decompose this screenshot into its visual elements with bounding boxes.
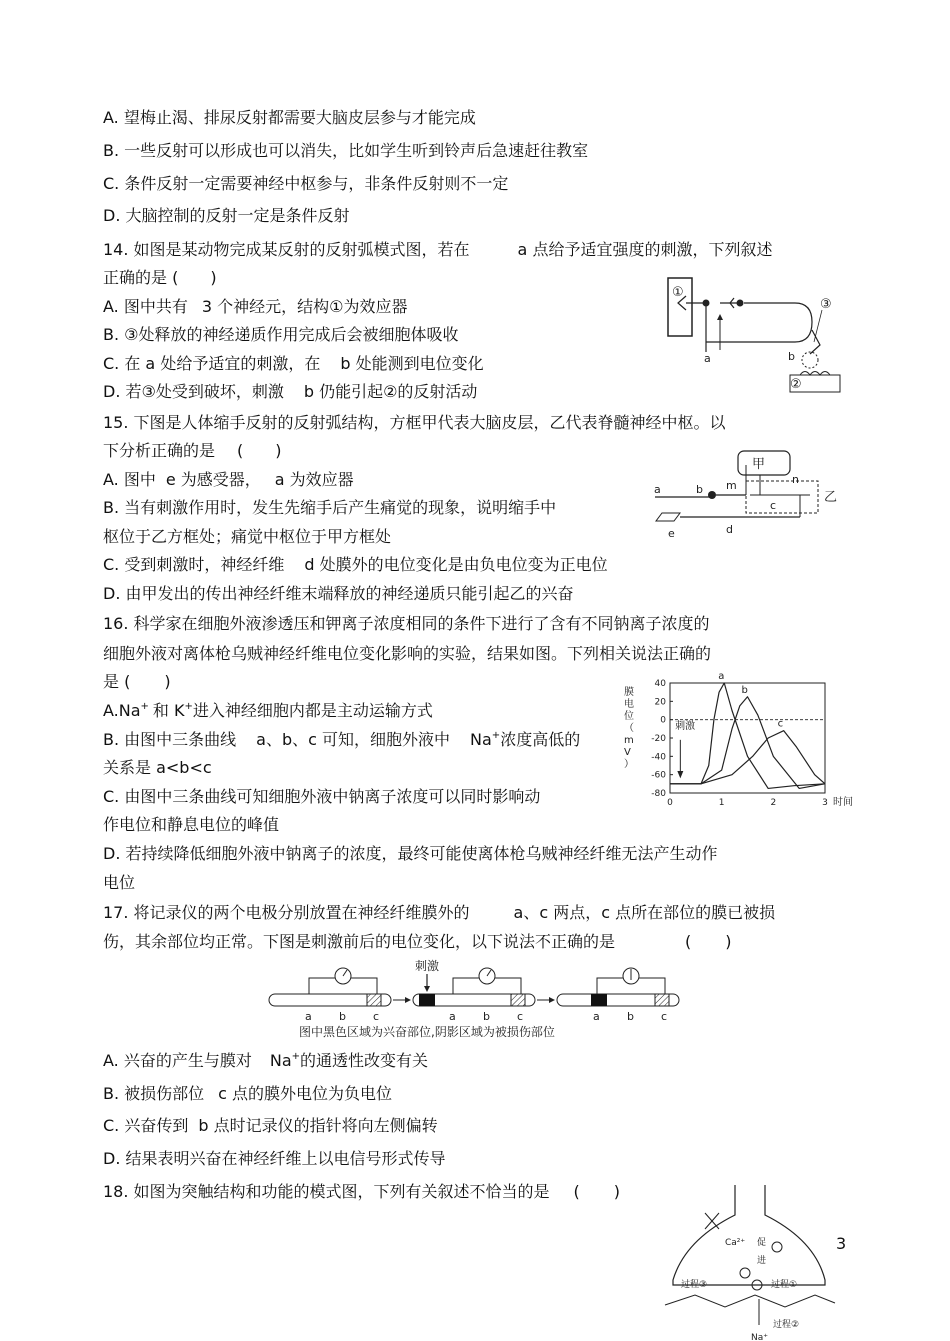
q17-option-part: Na	[269, 1051, 292, 1070]
fig-label-a: a	[449, 1010, 456, 1023]
q14-stem	[103, 240, 772, 260]
q16-option-d: D. 若持续降低细胞外液中钠离子的浓度，最终可能使离体枪乌贼神经纤维无法产生动作	[103, 844, 718, 863]
stimulus-arrowhead	[717, 314, 723, 320]
label-a: a	[704, 352, 711, 365]
arrowhead-2	[549, 997, 555, 1003]
label-d: d	[726, 523, 733, 536]
q15-option-part: d 处膜外的电位变化是由负电位变为正电位	[304, 555, 608, 574]
fig-label-b: b	[483, 1010, 490, 1023]
q18-synapse-figure	[665, 1185, 835, 1341]
q15-option-b-cont: 枢位于乙方框处；痛觉中枢位于甲方框处	[103, 527, 392, 546]
q16-option-part: 浓度高低的	[500, 730, 581, 749]
chart-ylabel	[624, 685, 634, 770]
q13-option-b: B. 一些反射可以形成也可以消失，比如学生听到铃声后急速赶往教室	[103, 141, 589, 160]
ylabel-char: （	[624, 723, 634, 734]
fig-label-b: b	[627, 1010, 634, 1023]
damaged-region	[367, 994, 381, 1006]
y-tick-label: -40	[651, 752, 666, 763]
x-tick-label: 0	[667, 798, 673, 808]
label-ca: Ca²⁺	[725, 1238, 746, 1248]
label-3: ③	[820, 297, 832, 312]
q15-option-part: a 为效应器	[274, 470, 354, 489]
q18-stem-part: (	[573, 1182, 580, 1201]
q18-stem-part: 18. 如图为突触结构和功能的模式图，下列有关叙述不恰当的是	[103, 1182, 550, 1201]
q15-option-part: A. 图中	[103, 470, 156, 489]
q16-option-c-cont: 作电位和静息电位的峰值	[103, 815, 280, 834]
arrowhead-1	[405, 997, 411, 1003]
q15-option-a	[103, 470, 354, 490]
label-process-2: 过程②	[773, 1320, 800, 1330]
q15-stem-part: (	[237, 441, 244, 460]
q16-stem-line3	[103, 672, 171, 692]
q14-stem-part: a 点给予适宜强度的刺激，下列叙述	[517, 240, 773, 259]
q14-option-part: C. 在 a 处给予适宜的刺激，在	[103, 354, 321, 373]
q14-option-part: A. 图中共有	[103, 297, 188, 316]
label-na: Na⁺	[751, 1333, 768, 1341]
q16-option-b	[103, 730, 580, 750]
y-tick-label: -20	[651, 734, 666, 744]
q14-option-part: b 仍能引起②的反射活动	[303, 382, 478, 401]
y-tick-label: -80	[651, 789, 666, 799]
membrane-potential-chart	[618, 671, 853, 815]
q16-stem-line2: 细胞外液对离体枪乌贼神经纤维电位变化影响的实验，结果如图。下列相关说法正确的	[103, 644, 712, 663]
q16-stem-part: )	[164, 672, 171, 691]
q13-option-c: C. 条件反射一定需要神经中枢参与，非条件反射则不一定	[103, 174, 509, 193]
q16-option-part: A.Na	[103, 701, 141, 720]
q17-option-part: B. 被损伤部位	[103, 1084, 205, 1103]
ylabel-char: ）	[624, 759, 634, 770]
receptor-shape	[656, 513, 680, 521]
stimulus-arrowhead	[424, 986, 430, 992]
q14-reflex-arc-figure	[660, 270, 850, 400]
fig-label-b: b	[339, 1010, 346, 1023]
ylabel-char: 位	[624, 711, 634, 722]
series-label-c: c	[777, 718, 784, 730]
q16-option-a	[103, 701, 433, 721]
label-jin: 进	[757, 1256, 767, 1266]
vesicle	[740, 1268, 750, 1278]
q14-stem-line2	[103, 268, 217, 288]
q16-option-part: Na	[470, 730, 492, 749]
ylabel-char: m	[624, 735, 634, 746]
series-label-b: b	[741, 684, 748, 696]
q16-option-c: C. 由图中三条曲线可知细胞外液中钠离子浓度可以同时影响动	[103, 787, 541, 806]
receptor-circle	[802, 352, 818, 368]
x-tick-label: 1	[718, 798, 725, 808]
q17-option-b	[103, 1084, 392, 1104]
ylabel-char: 膜	[624, 687, 634, 698]
neuron-body	[708, 491, 716, 499]
excited-region	[419, 994, 435, 1006]
label-2: ②	[790, 377, 802, 392]
stimulus-annotation: 刺激	[675, 720, 696, 732]
q17-option-a	[103, 1051, 428, 1071]
receptor-wave	[800, 372, 830, 376]
postsynaptic-membrane	[665, 1295, 835, 1307]
stimulus-label: 刺激	[415, 959, 440, 973]
q14-option-b: B. ③处释放的神经递质作用完成后会被细胞体吸收	[103, 325, 459, 344]
x-tick-label: 2	[770, 798, 777, 808]
q18-stem	[103, 1182, 620, 1202]
q17-stem-part: (	[685, 932, 692, 951]
damaged-region	[655, 994, 669, 1006]
label-b: b	[696, 483, 703, 496]
q17-option-part: b 点时记录仪的指针将向左侧偏转	[198, 1116, 438, 1135]
fig-label-a: a	[593, 1010, 600, 1023]
q17-stem-part: 伤，其余部位均正常。下图是刺激前后的电位变化，以下说法不正确的是	[103, 932, 616, 951]
page-number: 3	[836, 1234, 847, 1253]
afferent-path	[810, 330, 820, 354]
vesicle	[772, 1242, 782, 1252]
box-yi	[746, 481, 818, 513]
pointer-line	[814, 310, 822, 342]
q14-option-a	[103, 297, 407, 317]
fig-label-c: c	[661, 1010, 668, 1023]
label-e: e	[668, 527, 675, 540]
superscript-plus: +	[491, 730, 501, 741]
y-tick-label: 40	[654, 679, 666, 689]
q15-option-c	[103, 555, 608, 575]
q17-option-d: D. 结果表明兴奋在神经纤维上以电信号形式传导	[103, 1149, 446, 1168]
q14-option-part: 3 个神经元，结构①为效应器	[201, 297, 408, 316]
y-tick-label: -60	[651, 770, 666, 781]
q17-option-part: c 点的膜外电位为负电位	[218, 1084, 393, 1103]
label-m: m	[726, 479, 737, 492]
x-tick-label: 3	[822, 798, 828, 808]
label-b: b	[788, 350, 795, 363]
q16-option-d-cont: 电位	[103, 873, 136, 892]
fig-label-a: a	[305, 1010, 312, 1023]
q17-option-part: A. 兴奋的产生与膜对	[103, 1051, 252, 1070]
q17-nerve-fiber-figure	[265, 958, 685, 1040]
label-a: a	[654, 483, 661, 496]
label-process-3: 过程③	[681, 1280, 708, 1290]
q15-option-d: D. 由甲发出的传出神经纤维末端释放的神经递质只能引起乙的兴奋	[103, 584, 574, 603]
q16-option-part: B. 由图中三条曲线	[103, 730, 237, 749]
figure-caption: 图中黑色区域为兴奋部位,阴影区域为被损伤部位	[299, 1025, 555, 1039]
q16-option-part: 和 K	[152, 701, 185, 720]
q17-stem-line2	[103, 932, 732, 952]
superscript-plus: +	[291, 1051, 301, 1062]
q17-option-c	[103, 1116, 438, 1136]
q15-stem-line2	[103, 441, 282, 461]
series-line-b	[670, 697, 825, 789]
label-n: n	[792, 473, 799, 486]
q14-option-part: D. 若③处受到破坏，刺激	[103, 382, 284, 401]
x-ticks	[667, 798, 828, 808]
series-label-a: a	[718, 671, 725, 682]
q14-stem-part: 正确的是 (	[103, 268, 179, 287]
y-tick-label: 20	[654, 697, 666, 708]
y-tick-label: 0	[660, 715, 666, 726]
q15-option-b: B. 当有刺激作用时，发生先缩手后产生痛觉的现象，说明缩手中	[103, 498, 557, 517]
q14-option-d	[103, 382, 477, 402]
q18-stem-part: )	[613, 1182, 621, 1201]
label-1: ①	[672, 285, 684, 300]
chart-xlabel: 时间	[833, 797, 853, 808]
q15-option-part: e 为感受器，	[165, 470, 261, 489]
q16-stem: 16. 科学家在细胞外液渗透压和钾离子浓度相同的条件下进行了含有不同钠离子浓度的	[103, 614, 710, 633]
q16-option-b-cont: 关系是 a<b<c	[103, 758, 212, 777]
damaged-region	[511, 994, 525, 1006]
q15-reflex-arc-figure	[650, 445, 840, 540]
q17-stem-part: a、c 两点，c 点所在部位的膜已被损	[513, 903, 776, 922]
q14-stem-part: 14. 如图是某动物完成某反射的反射弧模式图，若在	[103, 240, 470, 259]
q15-option-part: C. 受到刺激时，神经纤维	[103, 555, 285, 574]
superscript-plus: +	[140, 701, 149, 712]
stimulus-arrowhead	[677, 771, 683, 778]
q13-option-d: D. 大脑控制的反射一定是条件反射	[103, 206, 350, 225]
neuron-body	[737, 300, 744, 307]
label-jia: 甲	[752, 457, 766, 472]
ylabel-char: V	[624, 747, 631, 758]
q16-stem-part: 是 (	[103, 672, 131, 691]
q16-option-part: a、b、c 可知，细胞外液中	[256, 730, 451, 749]
q15-stem-part: 下分析正确的是	[103, 441, 216, 460]
q15-stem: 15. 下图是人体缩手反射的反射弧结构，方框甲代表大脑皮层，乙代表脊髓神经中枢。以	[103, 413, 726, 432]
ylabel-char: 电	[624, 699, 634, 710]
q17-stem-part: 17. 将记录仪的两个电极分别放置在神经纤维膜外的	[103, 903, 470, 922]
q14-option-c	[103, 354, 484, 374]
label-cu: 促	[757, 1238, 767, 1248]
loop-path	[706, 303, 812, 342]
fig-label-c: c	[373, 1010, 380, 1023]
q14-stem-part: )	[210, 268, 217, 287]
label-process-1: 过程①	[771, 1280, 798, 1290]
q17-option-part: 的通透性改变有关	[300, 1051, 429, 1070]
q15-stem-part: )	[275, 441, 282, 460]
q14-option-part: b 处能测到电位变化	[340, 354, 484, 373]
label-c: c	[770, 499, 777, 512]
q17-stem	[103, 903, 775, 923]
excited-region	[591, 994, 607, 1006]
q17-stem-part: )	[725, 932, 732, 951]
series-line-a	[670, 683, 825, 788]
q16-option-part: 进入神经细胞内都是主动运输方式	[192, 701, 433, 720]
label-yi: 乙	[824, 490, 838, 505]
fig-label-c: c	[517, 1010, 524, 1023]
q13-option-a: A. 望梅止渴、排尿反射都需要大脑皮层参与才能完成	[103, 108, 476, 127]
superscript-plus: +	[184, 701, 193, 712]
chart-frame	[670, 683, 825, 793]
q17-option-part: C. 兴奋传到	[103, 1116, 189, 1135]
